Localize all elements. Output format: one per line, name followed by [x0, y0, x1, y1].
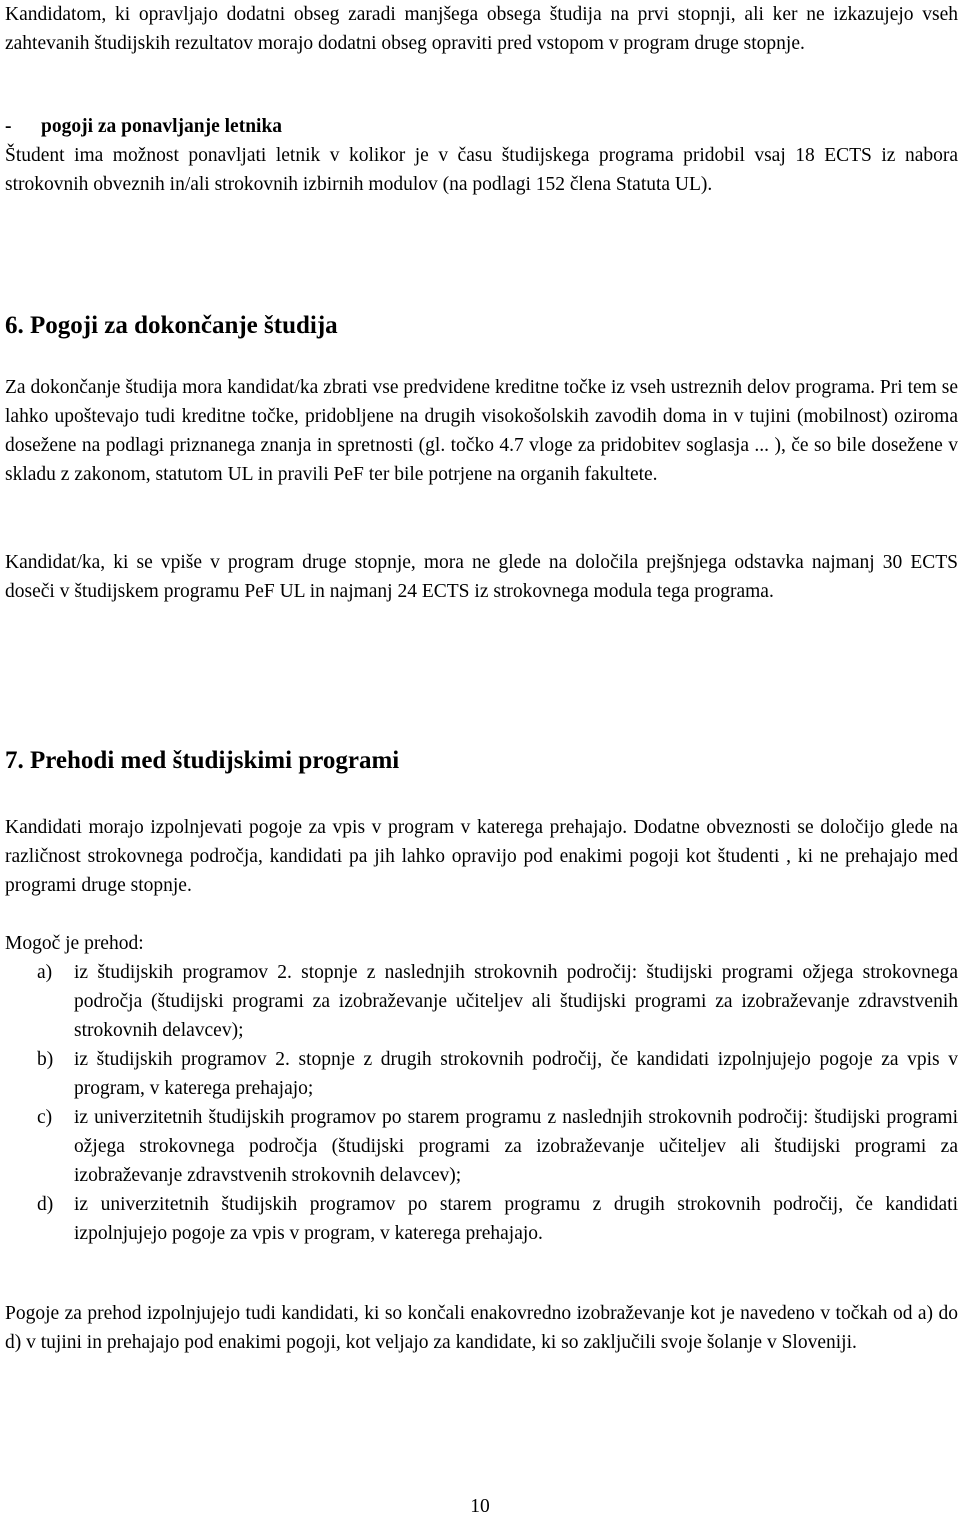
- dash-bullet: -: [5, 116, 12, 137]
- section-7-paragraph-1: Kandidati morajo izpolnjevati pogoje za vpis v program v katerega prehajajo. Dodatne obveznosti se določijo glede na različnost strokovnega področja, kandidati pa jih lahko opravijo pod enakimi pogoji kot študenti , ki ne prehajajo med programi druge stopnje.: [5, 817, 958, 896]
- transfer-list: [5, 958, 958, 1248]
- list-item: [5, 958, 958, 1045]
- list-item-text: iz univerzitetnih študijskih programov po starem programu z drugih strokovnih področij, če kandidati izpolnjujejo pogoje za vpis v program, v katerega prehajajo.: [74, 1194, 958, 1244]
- list-item-marker: b): [37, 1049, 54, 1070]
- list-item-marker: d): [37, 1194, 54, 1215]
- transfer-list-intro: Mogoč je prehod:: [5, 933, 144, 954]
- section-7-heading: 7. Prehodi med študijskimi programi: [5, 747, 400, 774]
- list-item-text: iz univerzitetnih študijskih programov po starem programu z naslednjih strokovnih področij: študijski programi ožjega strokovnega področja (študijski programi za izobraževanje učiteljev ali študijski programi za izobraževanje zdravstvenih strokovnih delavcev);: [74, 1107, 958, 1186]
- list-item-text: iz študijskih programov 2. stopnje z naslednjih strokovnih področij: študijski programi ožjega strokovnega področja (študijski programi za izobraževanje učiteljev ali študijski programi za izobraževanje zdravstvenih strokovnih delavcev);: [74, 962, 958, 1041]
- list-item-text: iz študijskih programov 2. stopnje z drugih strokovnih področij, če kandidati izpolnjujejo pogoje za vpis v program, v katerega prehajajo;: [74, 1049, 958, 1099]
- transfer-list-block: [5, 929, 958, 1248]
- repeat-year-heading: [5, 112, 958, 141]
- list-item: [5, 1103, 958, 1190]
- page-number: 10: [470, 1496, 490, 1517]
- list-item-marker: a): [37, 962, 53, 983]
- section-7-final-paragraph: Pogoje za prehod izpolnjujejo tudi kandidati, ki so končali enakovredno izobraževanje kot je navedeno v točkah od a) do d) v tujini in prehajajo pod enakimi pogoji, kot veljajo za kandidate, ki so zaključili svoje šolanje v Sloveniji.: [5, 1303, 958, 1353]
- intro-paragraph: Kandidatom, ki opravljajo dodatni obseg zaradi manjšega obsega študija na prvi stopnji, ali ker ne izkazujejo vseh zahtevanih študijskih rezultatov morajo dodatni obseg opraviti pred vstopom v program druge stopnje.: [5, 4, 958, 54]
- list-item: [5, 1190, 958, 1248]
- section-6-heading: 6. Pogoji za dokončanje študija: [5, 312, 338, 339]
- list-item: [5, 1045, 958, 1103]
- list-item-marker: c): [37, 1107, 53, 1128]
- section-6-paragraph-2: Kandidat/ka, ki se vpiše v program druge stopnje, mora ne glede na določila prejšnjega odstavka najmanj 30 ECTS doseči v študijskem programu PeF UL in najmanj 24 ECTS iz strokovnega modula tega programa.: [5, 552, 958, 602]
- repeat-year-section: [5, 112, 958, 199]
- repeat-year-heading-text: pogoji za ponavljanje letnika: [41, 116, 283, 137]
- section-6-paragraph-1: Za dokončanje študija mora kandidat/ka zbrati vse predvidene kreditne točke iz vseh ustreznih delov programa. Pri tem se lahko upoštevajo tudi kreditne točke, pridobljene na drugih visokošolskih zavodih doma in v tujini (mobilnost) oziroma dosežene na podlagi priznanega znanja in spretnosti (gl. točko 4.7 vloge za pridobitev soglasja ... ), če so bile dosežene v skladu z zakonom, statutom UL in pravili PeF ter bile potrjene na organih fakultete.: [5, 377, 958, 485]
- repeat-year-text: Študent ima možnost ponavljati letnik v kolikor je v času študijskega programa pridobil vsaj 18 ECTS iz nabora strokovnih obveznih in/ali strokovnih izbirnih modulov (na podlagi 152 člena Statuta UL).: [5, 145, 958, 195]
